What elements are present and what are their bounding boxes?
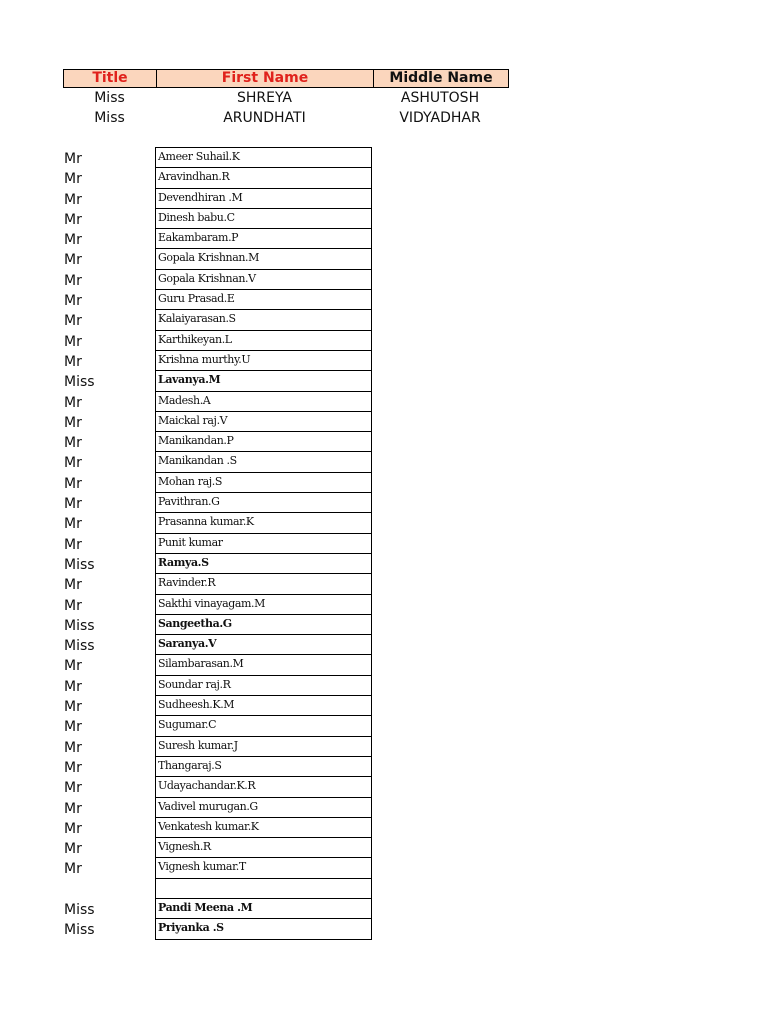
list-item-title: Miss (64, 922, 95, 939)
list-item-title: Mr (64, 699, 82, 716)
list-item (0, 553, 400, 573)
list-item (0, 654, 400, 674)
list-item (0, 188, 400, 208)
list-item-title: Mr (64, 394, 82, 411)
list-item-title: Mr (64, 232, 82, 249)
list-item (0, 634, 400, 654)
list-item-name: Vignesh.R (155, 837, 372, 858)
header-title: Title (64, 70, 157, 87)
list-item (0, 269, 400, 289)
list-item-name: Thangaraj.S (155, 756, 372, 777)
list-item (0, 472, 400, 492)
list-item-name: Kalaiyarasan.S (155, 309, 372, 330)
name-list (0, 147, 400, 939)
list-item-title: Mr (64, 658, 82, 675)
list-item (0, 248, 400, 268)
list-item-name: Ramya.S (155, 553, 372, 574)
list-item-name: Udayachandar.K.R (155, 776, 372, 797)
header-middle-name: Middle Name (389, 70, 493, 86)
list-item (0, 512, 400, 532)
list-item (0, 370, 400, 390)
list-item-name: Dinesh babu.C (155, 208, 372, 229)
top-row (63, 89, 507, 108)
list-item-name: Maickal raj.V (155, 411, 372, 432)
list-item (0, 695, 400, 715)
list-item-name: Mohan raj.S (155, 472, 372, 493)
list-item-name: Eakambaram.P (155, 228, 372, 249)
list-item-name: Suresh kumar.J (155, 736, 372, 757)
list-item-title: Mr (64, 597, 82, 614)
list-item-title: Mr (64, 435, 82, 452)
list-item-name: Aravindhan.R (155, 167, 372, 188)
list-item-title: Mr (64, 475, 82, 492)
list-item-title: Mr (64, 719, 82, 736)
list-item-title: Mr (64, 536, 82, 553)
list-item (0, 492, 400, 512)
list-item (0, 857, 400, 877)
list-item (0, 817, 400, 837)
list-item-title: Mr (64, 496, 82, 513)
list-item-title: Miss (64, 638, 95, 655)
list-item-title: Mr (64, 191, 82, 208)
list-item (0, 451, 400, 471)
list-item (0, 330, 400, 350)
list-item-name: Manikandan .S (155, 451, 372, 472)
list-item (0, 573, 400, 593)
list-item (0, 898, 400, 918)
list-item-title: Mr (64, 272, 82, 289)
list-item-name: Madesh.A (155, 391, 372, 412)
list-item-title: Miss (64, 617, 95, 634)
list-item-title: Mr (64, 516, 82, 533)
list-item (0, 289, 400, 309)
list-item-title: Miss (64, 901, 95, 918)
list-item-name (155, 878, 372, 899)
list-item (0, 756, 400, 776)
list-item-title: Mr (64, 577, 82, 594)
list-item-title: Miss (64, 374, 95, 391)
top-row-title: Miss (94, 90, 125, 106)
list-item-name: Sakthi vinayagam.M (155, 594, 372, 615)
list-item (0, 228, 400, 248)
header-first-name: First Name (157, 70, 374, 87)
list-item-title: Mr (64, 759, 82, 776)
list-item-name: Krishna murthy.U (155, 350, 372, 371)
list-item-name: Soundar raj.R (155, 675, 372, 696)
list-item-name: Pavithran.G (155, 492, 372, 513)
top-row-first-name: ARUNDHATI (223, 110, 306, 126)
list-item-name: Devendhiran .M (155, 188, 372, 209)
list-item-title: Mr (64, 861, 82, 878)
top-row-middle-name: VIDYADHAR (399, 110, 481, 126)
list-item-name: Guru Prasad.E (155, 289, 372, 310)
list-item-title: Mr (64, 353, 82, 370)
list-item-name: Karthikeyan.L (155, 330, 372, 351)
list-item-title: Mr (64, 780, 82, 797)
list-item-name: Punit kumar (155, 533, 372, 554)
list-item-name: Sangeetha.G (155, 614, 372, 635)
list-item-title: Mr (64, 455, 82, 472)
list-item-title: Mr (64, 414, 82, 431)
list-item (0, 837, 400, 857)
list-item-name: Ameer Suhail.K (155, 147, 372, 168)
list-item-title: Mr (64, 151, 82, 167)
list-item (0, 147, 400, 167)
list-item (0, 918, 400, 938)
list-item-name: Venkatesh kumar.K (155, 817, 372, 838)
list-item (0, 715, 400, 735)
top-row-first-name: SHREYA (236, 90, 293, 106)
list-item-title: Miss (64, 556, 95, 573)
list-item-name: Gopala Krishnan.V (155, 269, 372, 290)
list-item-title: Mr (64, 252, 82, 269)
list-item-title: Mr (64, 800, 82, 817)
list-item (0, 675, 400, 695)
list-item-name: Manikandan.P (155, 431, 372, 452)
list-item-name: Gopala Krishnan.M (155, 248, 372, 269)
list-item-name: Ravinder.R (155, 573, 372, 594)
list-item-title: Mr (64, 820, 82, 837)
list-item (0, 878, 400, 898)
list-item (0, 391, 400, 411)
list-item-title: Mr (64, 313, 82, 330)
list-item (0, 167, 400, 187)
list-item-name: Saranya.V (155, 634, 372, 655)
top-row-title: Miss (94, 110, 125, 126)
list-item (0, 431, 400, 451)
top-row (63, 109, 507, 128)
list-item (0, 411, 400, 431)
list-item-name: Sugumar.C (155, 715, 372, 736)
list-item-title: Mr (64, 333, 82, 350)
top-row-middle-name: ASHUTOSH (400, 90, 480, 106)
list-item (0, 776, 400, 796)
list-item (0, 797, 400, 817)
list-item (0, 208, 400, 228)
list-item-title: Mr (64, 678, 82, 695)
list-item (0, 309, 400, 329)
list-item-name: Lavanya.M (155, 370, 372, 391)
list-item (0, 614, 400, 634)
list-item-name: Vignesh kumar.T (155, 857, 372, 878)
list-item (0, 533, 400, 553)
header-row (63, 69, 509, 88)
list-item-title: Mr (64, 211, 82, 228)
list-item (0, 736, 400, 756)
list-item-title: Mr (64, 293, 82, 310)
list-item (0, 350, 400, 370)
list-item-title: Mr (64, 841, 82, 858)
list-item-name: Prasanna kumar.K (155, 512, 372, 533)
list-item-title: Mr (64, 171, 82, 188)
list-item-name: Sudheesh.K.M (155, 695, 372, 716)
list-item-name: Pandi Meena .M (155, 898, 372, 919)
list-item-title: Mr (64, 739, 82, 756)
list-item-name: Priyanka .S (155, 918, 372, 939)
list-item-name: Silambarasan.M (155, 654, 372, 675)
list-item-name: Vadivel murugan.G (155, 797, 372, 818)
list-item (0, 594, 400, 614)
